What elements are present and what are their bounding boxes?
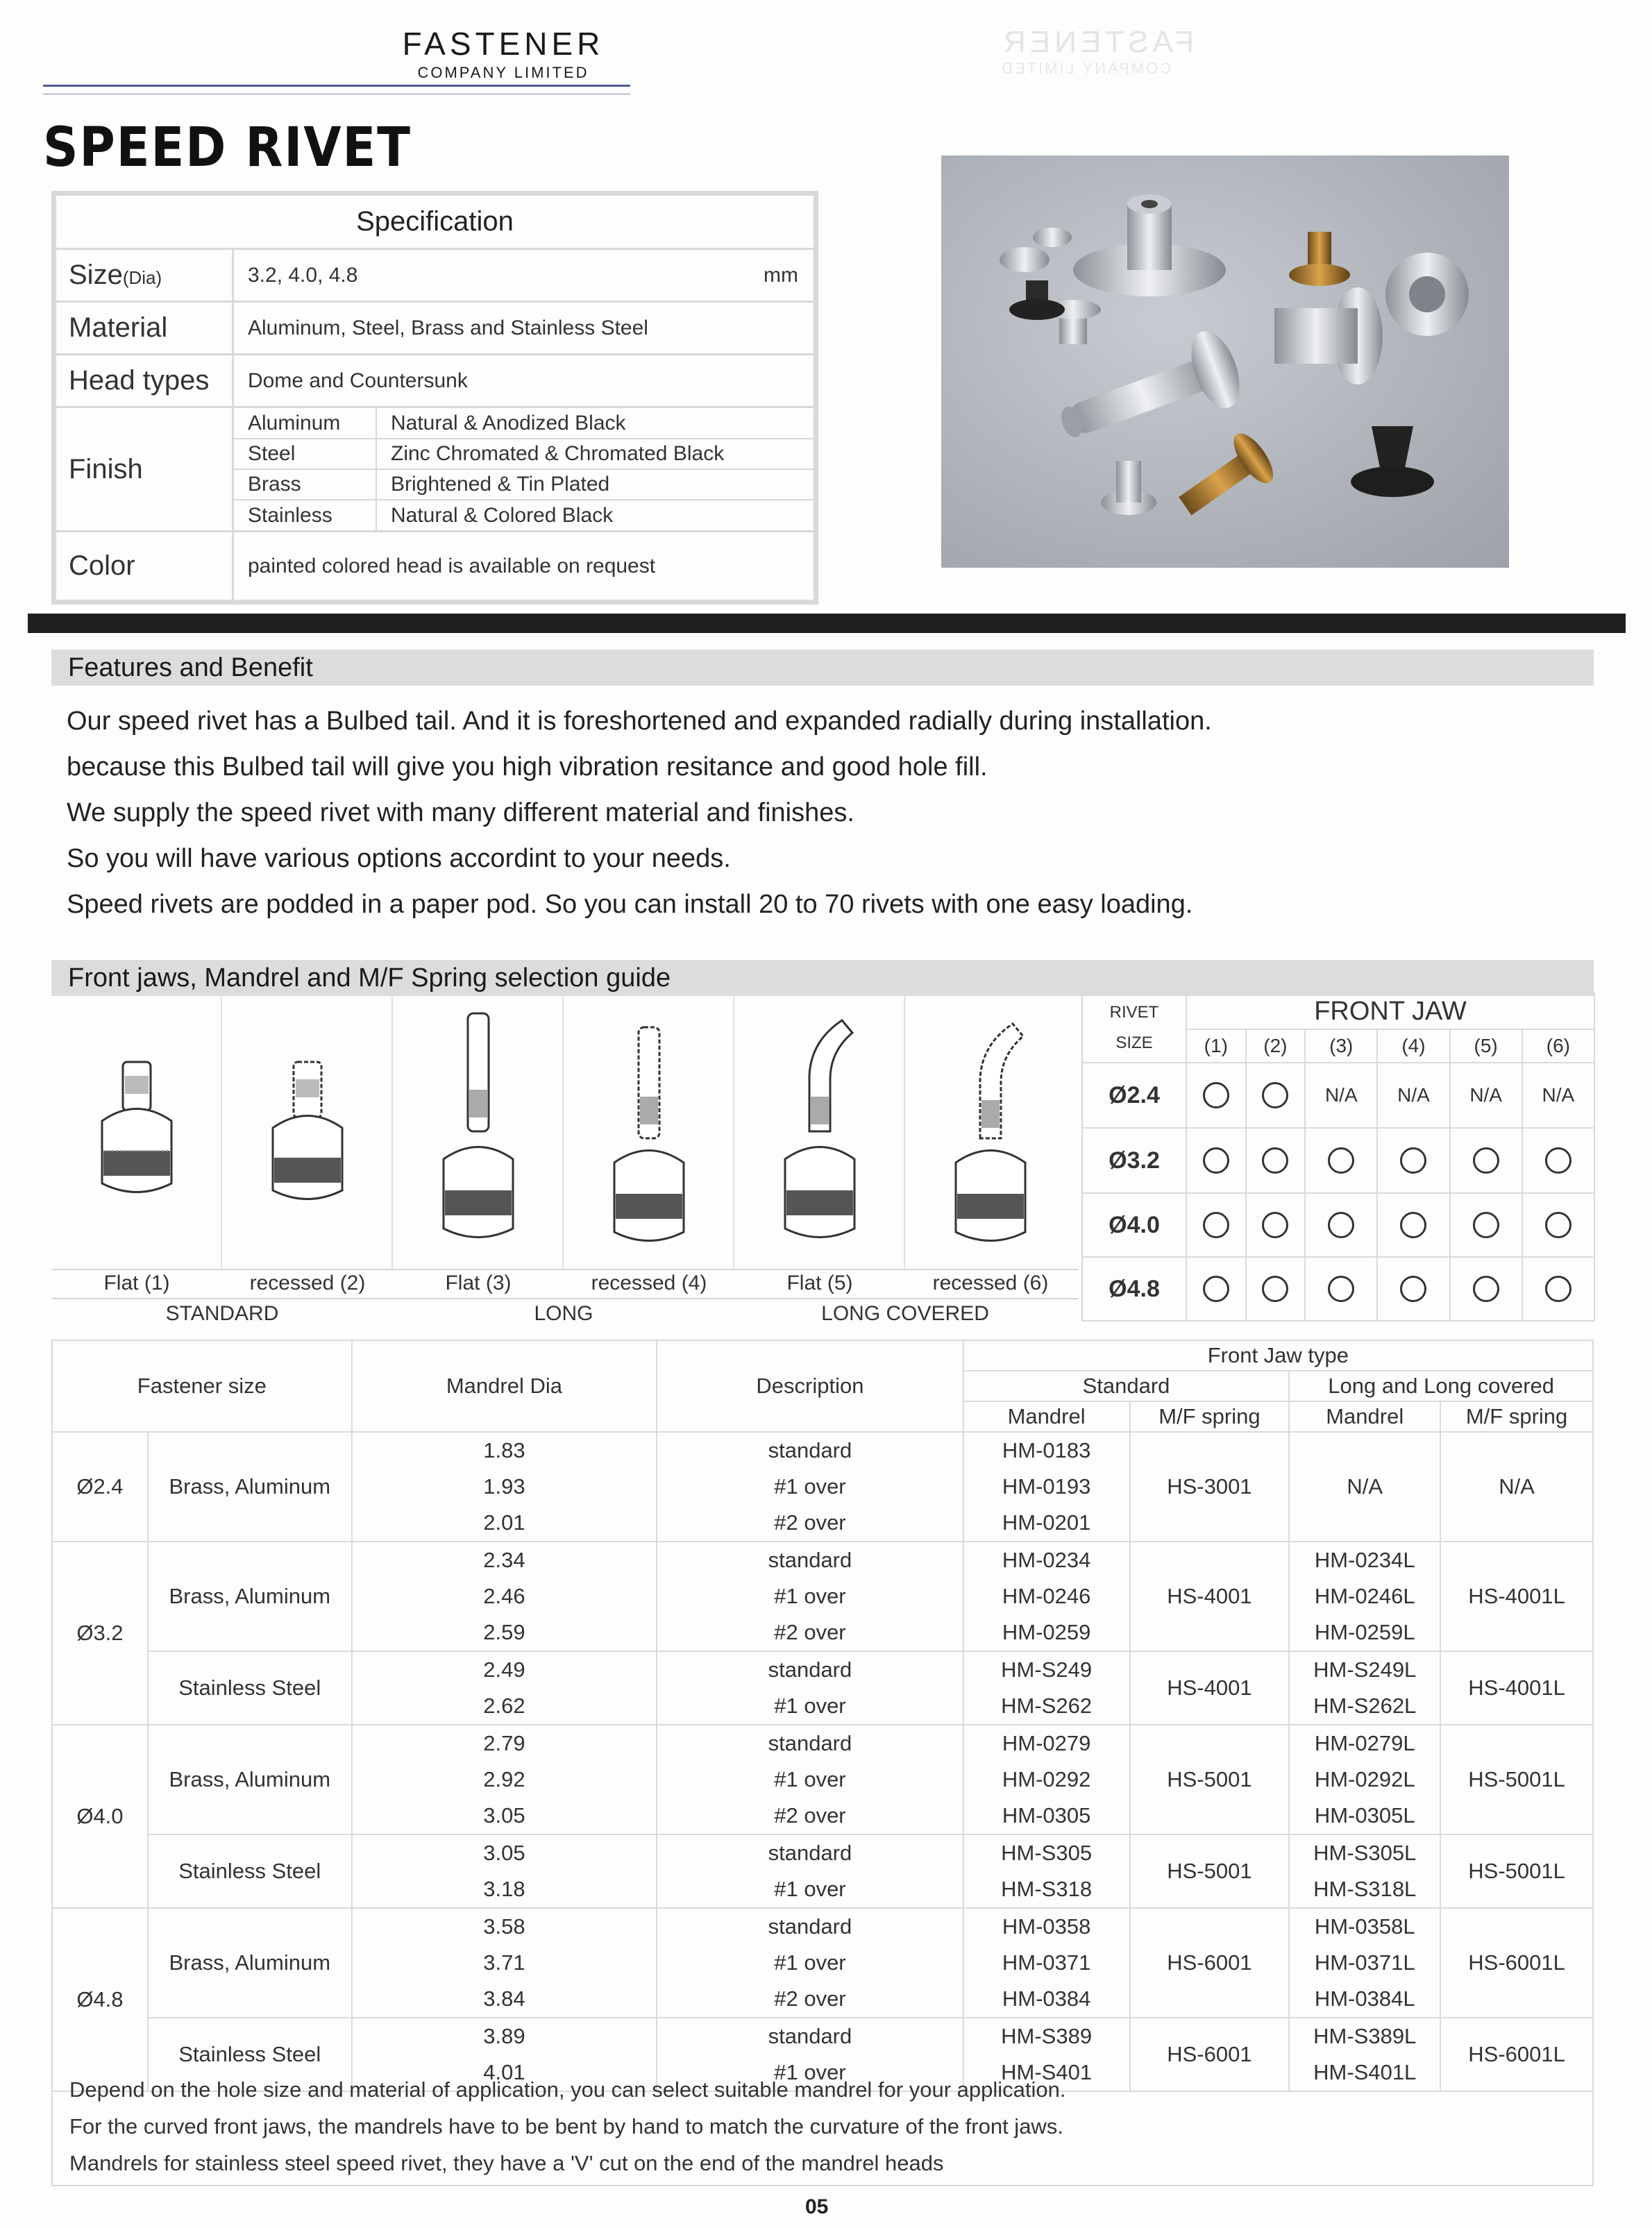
finish-row: Steel Zinc Chromated & Chromated Black	[234, 439, 814, 469]
table-row	[52, 1834, 1593, 1908]
fj-size: Ø4.0	[1082, 1193, 1186, 1257]
mt-long-mandrel: HM-0234L HM-0246L HM-0259L	[1289, 1542, 1440, 1651]
fj-col-header: (5)	[1450, 1029, 1522, 1063]
feature-line: because this Bulbed tail will give you high vibration resitance and good hole fill.	[67, 752, 988, 782]
front-jaw-table	[1081, 993, 1595, 1322]
fj-col-header: (3)	[1305, 1029, 1377, 1063]
front-jaws-illustrations	[51, 993, 1079, 1333]
jaw-label: recessed (6)	[932, 1272, 1049, 1294]
fj-cell-na: N/A	[1450, 1063, 1522, 1128]
mt-long-spring: HS-4001L	[1440, 1651, 1593, 1725]
spec-head-label: Head types	[56, 355, 233, 407]
spec-color-value: painted colored head is available on request	[233, 532, 815, 601]
circle-icon	[1203, 1276, 1229, 1302]
fj-row	[1082, 1193, 1594, 1257]
fj-row	[1082, 1257, 1594, 1321]
fj-cell-available	[1186, 1063, 1246, 1128]
mt-desc: standard #1 over #2 over	[657, 1908, 963, 2018]
mt-long-mandrel: HM-0279L HM-0292L HM-0305L	[1289, 1725, 1440, 1834]
circle-icon	[1262, 1276, 1288, 1302]
circle-icon	[1203, 1212, 1229, 1238]
mt-std-mandrel: HM-0234 HM-0246 HM-0259	[963, 1542, 1130, 1651]
front-jaw-4	[564, 993, 734, 1270]
mt-long-mandrel: HM-S389L HM-S401L	[1289, 2018, 1440, 2091]
fj-col-header: (4)	[1377, 1029, 1449, 1063]
circle-icon	[1545, 1147, 1571, 1174]
front-jaw-recessed-long-icon	[564, 993, 734, 1270]
circle-icon	[1473, 1276, 1499, 1302]
mt-std-spring: HS-6001	[1130, 2018, 1290, 2091]
fj-row	[1082, 1128, 1594, 1193]
fj-cell-available	[1305, 1193, 1377, 1257]
feature-line: Speed rivets are podded in a paper pod. So you can install 20 to 70 rivets with one easy loading.	[67, 890, 1193, 919]
finish-row: Brass Brightened & Tin Plated	[234, 469, 814, 500]
front-jaw-recessed-short-icon	[222, 993, 393, 1270]
speed-rivets-illustration	[941, 155, 1509, 568]
brand-sub: COMPANY LIMITED	[417, 64, 589, 81]
spec-size-unit: mm	[764, 263, 798, 287]
page-title: SPEED RIVET	[43, 117, 412, 179]
fj-cell-available	[1450, 1257, 1522, 1321]
mt-desc: standard #1 over	[657, 2018, 963, 2091]
note-line: Depend on the hole size and material of application, you can select suitable mandrel for your application.	[69, 2077, 1066, 2102]
fj-col-header: (1)	[1186, 1029, 1246, 1063]
fj-col-header: (2)	[1246, 1029, 1306, 1063]
mt-material: Brass, Aluminum	[148, 1725, 352, 1834]
fj-cell-available	[1305, 1257, 1377, 1321]
spec-size-label: Size(Dia)	[56, 249, 233, 302]
guide-heading: Front jaws, Mandrel and M/F Spring selection guide	[51, 960, 1594, 996]
mt-desc: standard #1 over #2 over	[657, 1542, 963, 1651]
note-line: Mandrels for stainless steel speed rivet, they have a 'V' cut on the end of the mandrel heads	[69, 2151, 944, 2175]
specification-table	[51, 191, 818, 605]
mt-long-mandrel: HM-0358L HM-0371L HM-0384L	[1289, 1908, 1440, 2018]
circle-icon	[1328, 1147, 1354, 1174]
fj-rivet-size-header: RIVET SIZE	[1082, 993, 1186, 1063]
mt-long-mandrel: HM-S305L HM-S318L	[1289, 1834, 1440, 1908]
mt-material: Brass, Aluminum	[148, 1542, 352, 1651]
fj-cell-available	[1522, 1193, 1594, 1257]
jaws-rule	[51, 1298, 1079, 1299]
jaw-group-label: STANDARD	[165, 1302, 279, 1325]
mandrel-table	[51, 1340, 1594, 2092]
circle-icon	[1262, 1147, 1288, 1174]
spec-finish-label: Finish	[56, 407, 233, 532]
jaw-group-label: LONG COVERED	[821, 1302, 989, 1325]
mt-dia: 2.79 2.92 3.05	[352, 1725, 657, 1834]
feature-line: So you will have various options accordint to your needs.	[67, 844, 731, 873]
fj-cell-available	[1522, 1128, 1594, 1193]
mt-dia: 2.34 2.46 2.59	[352, 1542, 657, 1651]
fj-cell-available	[1246, 1257, 1306, 1321]
jaws-rule	[51, 1269, 1079, 1270]
table-row	[52, 1725, 1593, 1834]
brand-logo	[375, 25, 632, 82]
mt-long-spring: HS-4001L	[1440, 1542, 1593, 1651]
spec-head-value: Dome and Countersunk	[233, 355, 815, 407]
spec-finish-cell	[233, 407, 815, 532]
mt-long-spring: HS-5001L	[1440, 1725, 1593, 1834]
mt-mandrel-header: Mandrel	[1289, 1401, 1440, 1432]
circle-icon	[1203, 1147, 1229, 1174]
finish-row: Stainless Natural & Colored Black	[234, 500, 814, 530]
mt-std-spring: HS-4001	[1130, 1651, 1290, 1725]
mt-dia: 1.83 1.93 2.01	[352, 1432, 657, 1542]
jaw-group-label: LONG	[534, 1302, 593, 1325]
mt-size: Ø4.0	[52, 1725, 148, 1908]
front-jaw-3	[393, 993, 564, 1270]
feature-line: Our speed rivet has a Bulbed tail. And it is foreshortened and expanded radially during installation.	[67, 707, 1212, 736]
mt-std-mandrel: HM-S305 HM-S318	[963, 1834, 1130, 1908]
fj-cell-na: N/A	[1305, 1063, 1377, 1128]
mt-standard-header: Standard	[963, 1371, 1290, 1401]
mt-std-spring: HS-3001	[1130, 1432, 1290, 1542]
mt-long-spring: HS-6001L	[1440, 1908, 1593, 2018]
mt-std-mandrel: HM-0183 HM-0193 HM-0201	[963, 1432, 1130, 1542]
fj-row	[1082, 1063, 1594, 1128]
circle-icon	[1328, 1276, 1354, 1302]
mt-long-spring: N/A	[1440, 1432, 1593, 1542]
circle-icon	[1328, 1212, 1354, 1238]
spec-color-label: Color	[56, 532, 233, 601]
spec-material-value: Aluminum, Steel, Brass and Stainless Steel	[233, 302, 815, 355]
fj-cell-available	[1186, 1128, 1246, 1193]
mt-size: Ø2.4	[52, 1432, 148, 1542]
jaw-label: Flat (3)	[445, 1272, 512, 1294]
product-photo	[941, 155, 1509, 568]
mt-long-mandrel: HM-S249L HM-S262L	[1289, 1651, 1440, 1725]
fj-cell-available	[1377, 1193, 1449, 1257]
circle-icon	[1203, 1082, 1229, 1108]
mt-dia: 2.49 2.62	[352, 1651, 657, 1725]
mt-desc: standard #1 over	[657, 1834, 963, 1908]
page-number: 05	[805, 2195, 829, 2218]
circle-icon	[1262, 1212, 1288, 1238]
circle-icon	[1473, 1212, 1499, 1238]
mt-material: Stainless Steel	[148, 1834, 352, 1908]
jaw-label: recessed (4)	[591, 1272, 707, 1294]
note-line: For the curved front jaws, the mandrels have to be bent by hand to match the curvature of the front jaws.	[69, 2114, 1063, 2138]
fj-cell-available	[1246, 1063, 1306, 1128]
circle-icon	[1400, 1212, 1426, 1238]
mt-spring-header: M/F spring	[1440, 1401, 1593, 1432]
front-jaw-flat-short-icon	[51, 993, 222, 1270]
mt-long-mandrel: N/A	[1289, 1432, 1440, 1542]
table-row	[52, 1542, 1593, 1651]
jaw-label: recessed (2)	[249, 1272, 366, 1294]
fj-cell-na: N/A	[1522, 1063, 1594, 1128]
fj-cell-available	[1450, 1128, 1522, 1193]
mt-dia-header: Mandrel Dia	[352, 1340, 657, 1432]
jaw-label: Flat (5)	[786, 1272, 853, 1294]
fj-cell-available	[1246, 1128, 1306, 1193]
fj-title: FRONT JAW	[1186, 993, 1594, 1029]
mt-dia: 3.58 3.71 3.84	[352, 1908, 657, 2018]
mt-size: Ø4.8	[52, 1908, 148, 2091]
bleed-through-brand: FASTENER	[1000, 25, 1195, 59]
brand-rule	[43, 85, 630, 87]
mt-fastener-header: Fastener size	[52, 1340, 352, 1432]
mt-long-spring: HS-5001L	[1440, 1834, 1593, 1908]
mt-material: Brass, Aluminum	[148, 1908, 352, 2018]
spec-header: Specification	[56, 195, 815, 249]
feature-line: We supply the speed rivet with many different material and finishes.	[67, 798, 854, 827]
front-jaw-6	[905, 993, 1076, 1270]
mt-material: Stainless Steel	[148, 1651, 352, 1725]
mt-long-spring: HS-6001L	[1440, 2018, 1593, 2091]
mt-size: Ø3.2	[52, 1542, 148, 1725]
mt-spring-header: M/F spring	[1130, 1401, 1290, 1432]
circle-icon	[1473, 1147, 1499, 1174]
mt-std-spring: HS-4001	[1130, 1542, 1290, 1651]
fj-cell-available	[1450, 1193, 1522, 1257]
mt-std-spring: HS-5001	[1130, 1725, 1290, 1834]
notes-box	[51, 2061, 1594, 2186]
front-jaw-flat-curved-icon	[734, 993, 905, 1270]
features-heading: Features and Benefit	[51, 650, 1594, 686]
table-row	[52, 1908, 1593, 2018]
fj-size: Ø4.8	[1082, 1257, 1186, 1321]
front-jaw-flat-long-icon	[393, 993, 564, 1270]
section-divider-bar	[28, 614, 1626, 633]
mt-std-mandrel: HM-S249 HM-S262	[963, 1651, 1130, 1725]
spec-material-label: Material	[56, 302, 233, 355]
fj-cell-available	[1522, 1257, 1594, 1321]
mt-long-header: Long and Long covered	[1289, 1371, 1593, 1401]
mt-std-spring: HS-5001	[1130, 1834, 1290, 1908]
fj-cell-available	[1305, 1128, 1377, 1193]
features-text	[67, 698, 1559, 927]
circle-icon	[1545, 1276, 1571, 1302]
circle-icon	[1545, 1212, 1571, 1238]
circle-icon	[1400, 1147, 1426, 1174]
fj-cell-available	[1246, 1193, 1306, 1257]
fj-size: Ø3.2	[1082, 1128, 1186, 1193]
mt-desc: standard #1 over #2 over	[657, 1432, 963, 1542]
fj-cell-available	[1186, 1257, 1246, 1321]
fj-col-header: (6)	[1522, 1029, 1594, 1063]
circle-icon	[1262, 1082, 1288, 1108]
front-jaw-5	[734, 993, 905, 1270]
fj-cell-available	[1377, 1128, 1449, 1193]
mt-material: Stainless Steel	[148, 2018, 352, 2091]
mt-std-mandrel: HM-S389 HM-S401	[963, 2018, 1130, 2091]
mt-dia: 3.89 4.01	[352, 2018, 657, 2091]
mt-std-spring: HS-6001	[1130, 1908, 1290, 2018]
fj-cell-available	[1377, 1257, 1449, 1321]
fj-cell-na: N/A	[1377, 1063, 1449, 1128]
front-jaw-2	[222, 993, 393, 1270]
mt-material: Brass, Aluminum	[148, 1432, 352, 1542]
brand-name: FASTENER	[402, 26, 605, 62]
circle-icon	[1400, 1276, 1426, 1302]
table-row	[52, 1651, 1593, 1725]
mt-dia: 3.05 3.18	[352, 1834, 657, 1908]
spec-size-value: 3.2, 4.0, 4.8 mm	[233, 249, 815, 302]
table-row	[52, 1432, 1593, 1542]
fj-size: Ø2.4	[1082, 1063, 1186, 1128]
finish-row: Aluminum Natural & Anodized Black	[234, 408, 814, 439]
mt-type-header: Front Jaw type	[963, 1340, 1593, 1371]
mt-std-mandrel: HM-0358 HM-0371 HM-0384	[963, 1908, 1130, 2018]
mt-std-mandrel: HM-0279 HM-0292 HM-0305	[963, 1725, 1130, 1834]
mt-desc: standard #1 over	[657, 1651, 963, 1725]
mt-desc: standard #1 over #2 over	[657, 1725, 963, 1834]
mt-desc-header: Description	[657, 1340, 963, 1432]
jaw-label: Flat (1)	[103, 1272, 170, 1294]
front-jaw-recessed-curved-icon	[905, 993, 1076, 1270]
fj-cell-available	[1186, 1193, 1246, 1257]
mt-mandrel-header: Mandrel	[963, 1401, 1130, 1432]
front-jaw-1	[51, 993, 222, 1270]
bleed-through-brand-sub: COMPANY LIMITED	[1000, 60, 1172, 77]
